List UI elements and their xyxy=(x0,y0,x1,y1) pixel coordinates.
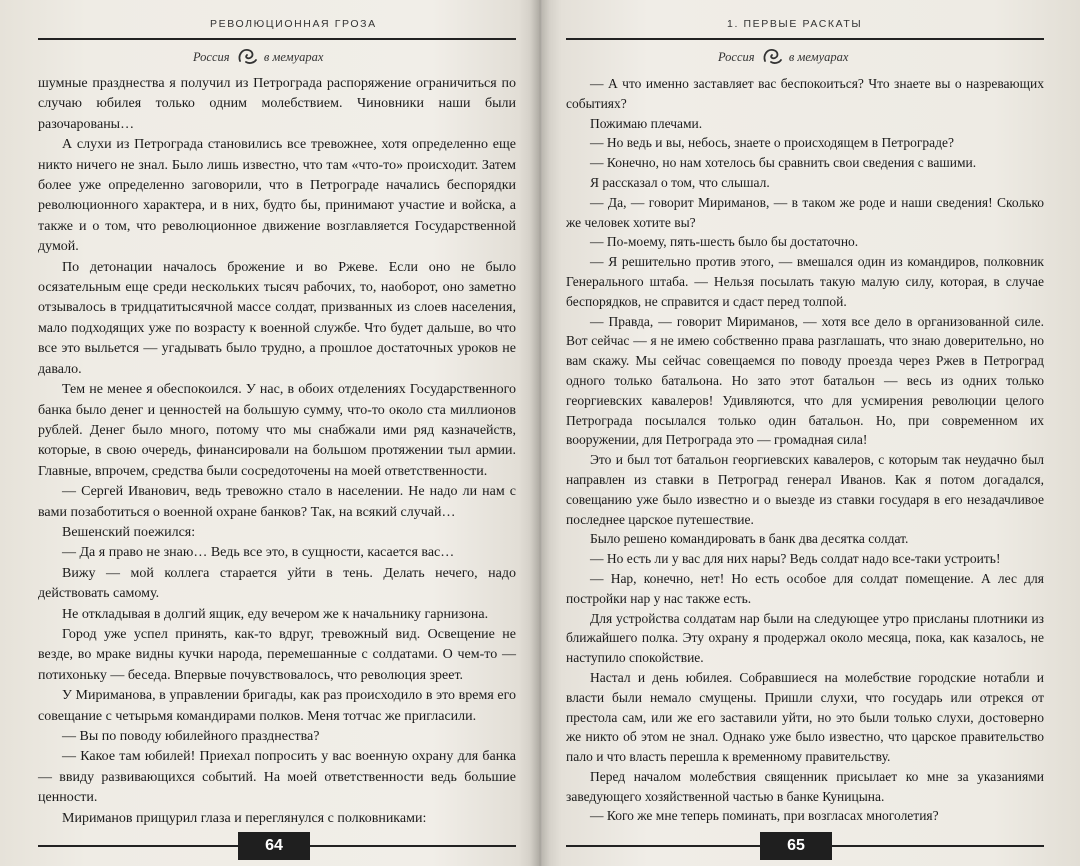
paragraph: — По-моему, пять-шесть было бы достаточно. xyxy=(590,234,859,250)
series-title xyxy=(718,46,848,66)
series-title-part1: Россия xyxy=(718,50,755,64)
left-page xyxy=(0,0,538,866)
series-title-part1: Россия xyxy=(193,50,230,64)
page-number: 64 xyxy=(238,832,310,860)
series-title xyxy=(193,46,323,66)
paragraph: Перед началом молебствия священник присылает ко мне за указаниями заведующего хозяйственной частью в банке Куницына. xyxy=(566,768,1044,804)
paragraph: Было решено командировать в банк два десятка солдат. xyxy=(590,531,909,547)
paragraph: Мириманов прищурил глаза и переглянулся с полковниками: xyxy=(62,810,427,826)
paragraph: Не откладывая в долгий ящик, еду вечером же к начальнику гарнизона. xyxy=(62,606,489,622)
gutter-shadow xyxy=(530,0,550,866)
page-number: 65 xyxy=(760,832,832,860)
paragraph: — Сергей Иванович, ведь тревожно стало в населении. Не надо ли нам с вами позаботиться о военной охране банков? Так, на всякий случай… xyxy=(38,484,516,520)
right-page xyxy=(542,0,1080,866)
header-rule xyxy=(38,38,516,40)
running-head: 1. ПЕРВЫЕ РАСКАТЫ xyxy=(727,18,863,30)
paragraph: шумные празднества я получил из Петрограда распоряжение ограничиться по случаю юбилея только одним молебствием. Чиновники наши были разочарованы… xyxy=(38,76,516,132)
header-rule xyxy=(566,38,1044,40)
paragraph: Настал и день юбилея. Собравшиеся на молебствие городские нотабли и власти были немало смущены. Пришли слухи, что государь или отрекся от престола сам, или же его заставили уйти, но это были только слухи, достоверно же никто об этом не знал. Однако уже было известно, что царское правительство пало и что власть перешла к временному правительству. xyxy=(566,669,1044,765)
paragraph: Для устройства солдатам нар были на следующее утро присланы плотники из ближайшего полка. Эту охрану я продержал около месяца, пока, как казалось, не наступило спокойствие. xyxy=(566,610,1044,666)
series-title-part2: в мемуарах xyxy=(263,50,324,64)
paragraph: — Но ведь и вы, небось, знаете о происходящем в Петрограде? xyxy=(590,135,954,151)
paragraph: — Правда, — говорит Мириманов, — хотя все дело в организованной силе. Вот сейчас — я не имею собственно права разглашать, что знаю доверительно, но вам скажу. Мы сейчас совещаемся по поводу проезда через Ржев в Петроград одного только батальона. Но зато этот батальон — весь из одних только георгиевских кавалеров! Удивляются, что для усмирения революции целого Петрограда посылался только один батальон. Но, при современном их вооружении, для Петрограда это — громадная сила! xyxy=(566,313,1044,448)
paragraph: Город уже успел принять, как-то вдруг, тревожный вид. Освещение не везде, во мраке видны кучки народа, перемешанные с солдатами. О чем-то — потихоньку — беседа. Впервые почувствовалось, что революция зреет. xyxy=(38,626,516,683)
paragraph: У Мириманова, в управлении бригады, как раз происходило в это время его совещание с четырьмя командирами полков. Меня тотчас же пригласили. xyxy=(38,688,516,724)
paragraph: — А что именно заставляет вас беспокоиться? Что знаете вы о назревающих событиях? xyxy=(566,76,1044,111)
series-logo-icon xyxy=(761,46,783,66)
paragraph: — Нар, конечно, нет! Но есть особое для солдат помещение. А лес для постройки нар у нас также есть. xyxy=(566,570,1044,606)
paragraph: Это и был тот батальон георгиевских кавалеров, с которым так неудачно был направлен из ставки в Петроград генерал Иванов. Как я потом догадался, совещанию уже было известно и о выезде из ставки государя в его незадачливое последнее царское путешествие. xyxy=(566,452,1044,527)
paragraph: — Вы по поводу юбилейного празднества? xyxy=(62,729,320,744)
paragraph: — Да я право не знаю… Ведь все это, в сущности, касается вас… xyxy=(62,545,455,561)
body-text xyxy=(38,74,516,829)
paragraph: По детонации началось брожение и во Ржеве. Если оно не было осязательным еще среди нескольких тысяч рабочих, то, наоборот, оно заметно отзывалось в тридцатитысячной массе солдат, призванных из слоев населения, мало подходящих уже по возрасту к военной службе. Что будет дальше, во что все это выльется — угадывать было трудно, а прошлое достаточных уроков не давало. xyxy=(38,259,516,377)
paragraph: — Да, — говорит Мириманов, — в таком же роде и наши сведения! Сколько же человек хотите вы? xyxy=(566,194,1044,230)
paragraph: — Но есть ли у вас для них нары? Ведь солдат надо все-таки устроить! xyxy=(590,551,1001,567)
paragraph: — Какое там юбилей! Приехал попросить у вас военную охрану для банка — ввиду развивающихся событий. На моей ответственности ведь большие ценности. xyxy=(38,749,516,806)
series-logo-icon xyxy=(236,46,258,66)
paragraph: Вижу — мой коллега старается уйти в тень. Делать нечего, надо действовать самому. xyxy=(38,565,516,602)
paragraph: Я рассказал о том, что слышал. xyxy=(590,174,770,190)
paragraph: — Кого же мне теперь поминать, при возгласах многолетия? xyxy=(590,808,939,824)
running-head: РЕВОЛЮЦИОННАЯ ГРОЗА xyxy=(210,18,377,30)
paragraph: Вешенский поежился: xyxy=(62,524,196,540)
paragraph: А слухи из Петрограда становились все тревожнее, хотя определенно еще никто ничего не знал. Было лишь известно, что там «что-то» происходит. Затем более уже определенно заговорили, что в Петрограде начались беспорядки революционного характера, и в них, будто бы, принимают участие и войска, а также и о том, что революционное движение возглавляется Государственной думой. xyxy=(38,137,516,255)
paragraph: — Конечно, но нам хотелось бы сравнить свои сведения с вашими. xyxy=(590,155,977,171)
paragraph: Тем не менее я обеспокоился. У нас, в обоих отделениях Государственного банка было денег и ценностей на большую сумму, что-то около ста миллионов рублей. Денег было много, потому что мы снабжали ими ряд казначейств, которые, в свою очередь, финансировали на большом протяжении тыл армии. Главные, впрочем, средства были сосредоточены на моей ответственности. xyxy=(38,382,516,479)
series-title-part2: в мемуарах xyxy=(788,50,849,64)
body-text xyxy=(566,74,1044,826)
paragraph: Пожимаю плечами. xyxy=(590,115,703,131)
paragraph: — Я решительно против этого, — вмешался один из командиров, полковник Генерального штаба. — Нельзя посылать такую малую силу, которая, в случае беспорядков, не справится и сдаст перед толпой. xyxy=(566,254,1044,309)
